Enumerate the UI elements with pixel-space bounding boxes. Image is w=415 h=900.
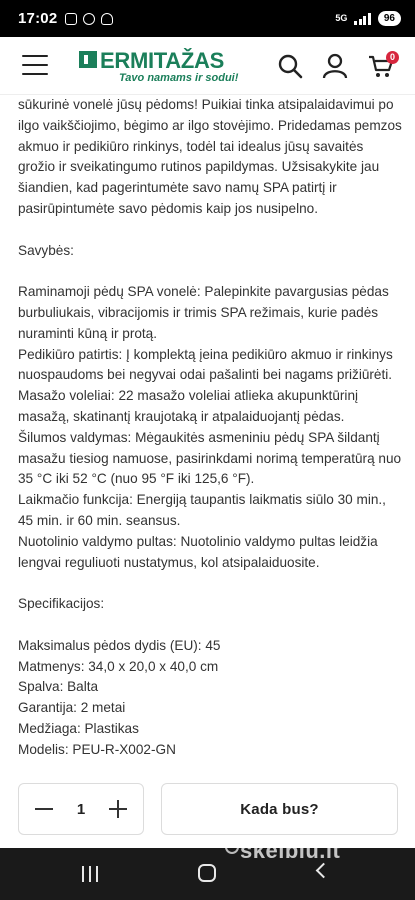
snapchat-icon [101,13,113,25]
quantity-stepper [18,783,144,835]
android-nav-bar [0,848,415,900]
signal-icon [354,13,371,25]
spec-item: Spalva: Balta [18,679,99,695]
feature-item: Laikmačio funkcija: Energiją taupantis laikmatis siūlo 30 min., 45 min. ir 60 min. seansus. [18,492,386,528]
decrease-quantity-button[interactable] [33,798,55,820]
watermark: skelbiu.lt [240,838,341,863]
intro-paragraph: sūkurinė vonelė jūsų pėdoms! Puikiai tinka atsipalaidavimui po ilgo vaikščiojimo, bėgimo ar ilgo stovėjimo. Pridedamas pemzos akmuo ir pedikiūro rinkinys, todėl tai idealus jūsų savaitės grožio ir sveikatingumo rutinos papildymas. Užsisakykite jau šiandien, kad pagerintumėte savo namų SPA patirtį ir pasirūpintumėte savo pėdomis kaip jos nusipelno. [18,97,402,216]
spec-item: Garantija: 2 metai [18,700,126,716]
cart-count-badge: 0 [386,51,399,64]
chrome-icon [83,13,95,25]
feature-item: Pedikiūro patirtis: Į komplektą įeina pedikiūro akmuo ir rinkinys nuospaudoms bei negyvai odai pašalinti bei nagams prižiūrėti. [18,346,393,383]
feature-item: Nuotolinio valdymo pultas: Nuotolinio valdymo pultas leidžia lengvai reguliuoti nustatymus, kol atsipalaiduosite. [18,533,378,570]
status-time: 17:02 [18,10,58,27]
features-title: Savybės: [18,242,74,258]
search-icon[interactable] [277,53,303,79]
increase-quantity-button[interactable] [107,798,129,820]
logo[interactable] [79,48,244,86]
product-description [18,95,403,761]
status-bar [0,0,415,37]
feature-item: Masažo voleliai: 22 masažo voleliai atlieka akupunktūrinį masažą, skatinantį kraujotaką ir atpalaiduojantį pėdas. [18,388,359,424]
notify-availability-button[interactable]: Kada bus? [161,783,398,835]
feature-item: Šilumos valdymas: Mėgaukitės asmeniniu pėdų SPA šildantį masažu tiesiog namuose, pasirinkdami norimą temperatūrą nuo 35 °C iki 52 °C (nuo 95 °F iki 125,6 °F). [18,429,402,487]
spec-item: Matmenys: 34,0 x 20,0 x 40,0 cm [18,658,219,674]
logo-slogan: Tavo namams ir sodui! [119,72,239,84]
status-right [335,11,401,26]
network-type: 5G [335,13,348,23]
site-header [0,37,415,95]
menu-icon[interactable] [22,55,48,75]
spec-item: Maksimalus pėdos dydis (EU): 45 [18,637,221,653]
watermark-logo-icon [225,840,239,854]
quantity-value[interactable]: 1 [76,800,86,818]
specs-title: Specifikacijos: [18,596,105,612]
spec-item: Medžiaga: Plastikas [18,720,139,736]
logo-name: ERMITAŽAS [100,48,224,73]
battery-level: 96 [378,11,401,26]
notification-icons [65,13,113,25]
logo-mark [79,51,97,68]
back-icon[interactable] [316,863,332,879]
screenshot-icon [65,13,77,25]
recents-icon[interactable] [82,866,98,882]
spec-item: Modelis: PEU-R-X002-GN [18,741,176,757]
home-icon[interactable] [198,864,216,882]
feature-item: Raminamoji pėdų SPA vonelė: Palepinkite pavargusias pėdas burbuliukais, vibracijomis ir trimis SPA režimais, kurie padės nuraminti kūną ir protą. [18,284,389,341]
user-icon[interactable] [322,53,348,79]
